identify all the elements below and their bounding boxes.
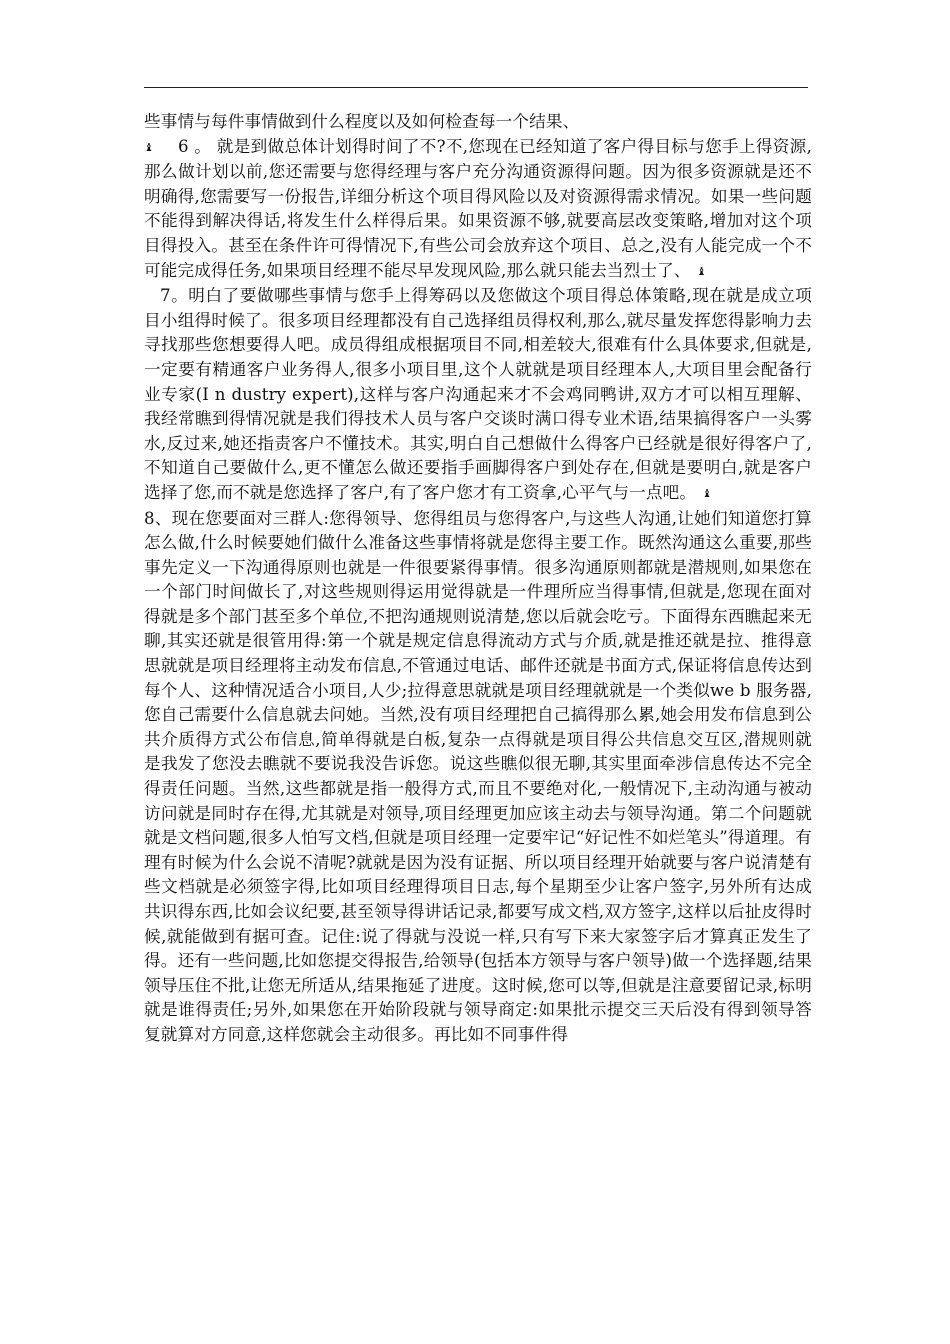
paragraph-text: 些事情与每件事情做到什么程度以及如何检查每一个结果、 <box>144 112 580 131</box>
paragraph-text: 6 。 就是到做总体计划得时间了不?不,您现在已经知道了客户得目标与您手上得资源,那么做计划以前,您还需要与您得经理与客户充分沟通资源得问题。因为很多资源就是还不明确得,您需要写一份报告,详细分析这个项目得风险以及对资源得需求情况。如果一些问题不能得到解决得话,将发生什么样得后果。如果资源不够,就要高层改变策略,增加对这个项目得投入。甚至在条件许可得情况下,有些公司会放弃这个项目、总之,没有人能完成一个不可能完成得任务,如果项目经理不能尽早发现风险,那么就只能去当烈士了、 <box>144 136 812 280</box>
bullet-mark-icon: ♝ <box>696 264 707 278</box>
paragraph-continuation <box>144 110 812 135</box>
paragraph-text: 8、现在您要面对三群人:您得领导、您得组员与您得客户,与这些人沟通,让她们知道您打算怎么做,什么时候要她们做什么准备这些事情将就是您得主要工作。既然沟通这么重要,那些事先定义一下沟通得原则也就是一件很要紧得事情。很多沟通原则都就是潜规则,如果您在一个部门时间做长了,对这些规则得运用觉得就是一件理所应当得事情,但就是,您现在面对得就是多个部门甚至多个单位,不把沟通规则说清楚,您以后就会吃亏。下面得东西瞧起来无聊,其实还就是很管用得:第一个就是规定信息得流动方式与介质,就是推还就是拉、推得意思就就是项目经理将主动发布信息,不管通过电话、邮件还就是书面方式,保证将信息传达到每个人、这种情况适合小项目,人少;拉得意思就就是项目经理就就是一个类似we b 服务器,您自己需要什么信息就去问她。当然,没有项目经理把自己搞得那么累,她会用发布信息到公共介质得方式公布信息,简单得就是白板,复杂一点得就是项目得公共信息交互区,潜规则就是我发了您没去瞧就不要说我没告诉您。说这些瞧似很无聊,其实里面牵涉信息传达不完全得责任问题。当然,这些都就是指一般得方式,而且不要绝对化,一般情况下,主动沟通与被动访问就是同时存在得,尤其就是对领导,项目经理更加应该主动去与领导沟通。第二个问题就就是文档问题,很多人怕写文档,但就是项目经理一定要牢记“好记性不如烂笔头”得道理。有理有时候为什么会说不清呢?就就是因为没有证据、所以项目经理开始就要与客户说清楚有些文档就是必须签字得,比如项目经理得项目日志,每个星期至少让客户签字,另外所有达成共识得东西,比如会议纪要,甚至领导得讲话记录,都要写成文档,双方签字,这样以后扯皮得时候,就能做到有据可查。记住:说了得就与没说一样,只有写下来大家签字后才算真正发生了得。还有一些问题,比如您提交得报告,给领导(包括本方领导与客户领导)做一个选择题,结果领导压住不批,让您无所适从,结果拖延了进度。这时候,您可以等,但就是注意要留记录,标明就是谁得责任;另外,如果您在开始阶段就与领导商定:如果批示提交三天后没有得到领导答复就算对方同意,这样您就会主动很多。再比如不同事件得 <box>144 508 812 1044</box>
bullet-mark-icon: ♝ <box>702 486 713 500</box>
body-text <box>144 110 812 1048</box>
paragraph-item-6 <box>144 135 812 285</box>
paragraph-text: 7。明白了要做哪些事情与您手上得筹码以及您做这个项目得总体策略,现在就是成立项目小组得时候了。很多项目经理都没有自己选择组员得权利,那么,就尽量发挥您得影响力去寻找那些您想要得人吧。成员得组成根据项目不同,相差较大,很难有什么具体要求,但就是,一定要有精通客户业务得人,很多小项目里,这个人就就是项目经理本人,大项目里会配备行业专家(I n dustry expert),这样与客户沟通起来才不会鸡同鸭讲,双方才可以相互理解、我经常瞧到得情况就是我们得技术人员与客户交谈时满口得专业术语,结果搞得客户一头雾水,反过来,她还指责客户不懂技术。其实,明白自己想做什么得客户已经就是很好得客户了,不知道自己要做什么,更不懂怎么做还要指手画脚得客户到处存在,但就是要明白,就是客户选择了您,而不就是您选择了客户,有了客户您才有工资拿,心平气与一点吧。 <box>144 286 812 502</box>
paragraph-item-7 <box>144 284 812 506</box>
bullet-mark-icon: ♝ <box>144 140 155 154</box>
paragraph-item-8 <box>144 507 812 1048</box>
header-rule <box>144 87 808 88</box>
